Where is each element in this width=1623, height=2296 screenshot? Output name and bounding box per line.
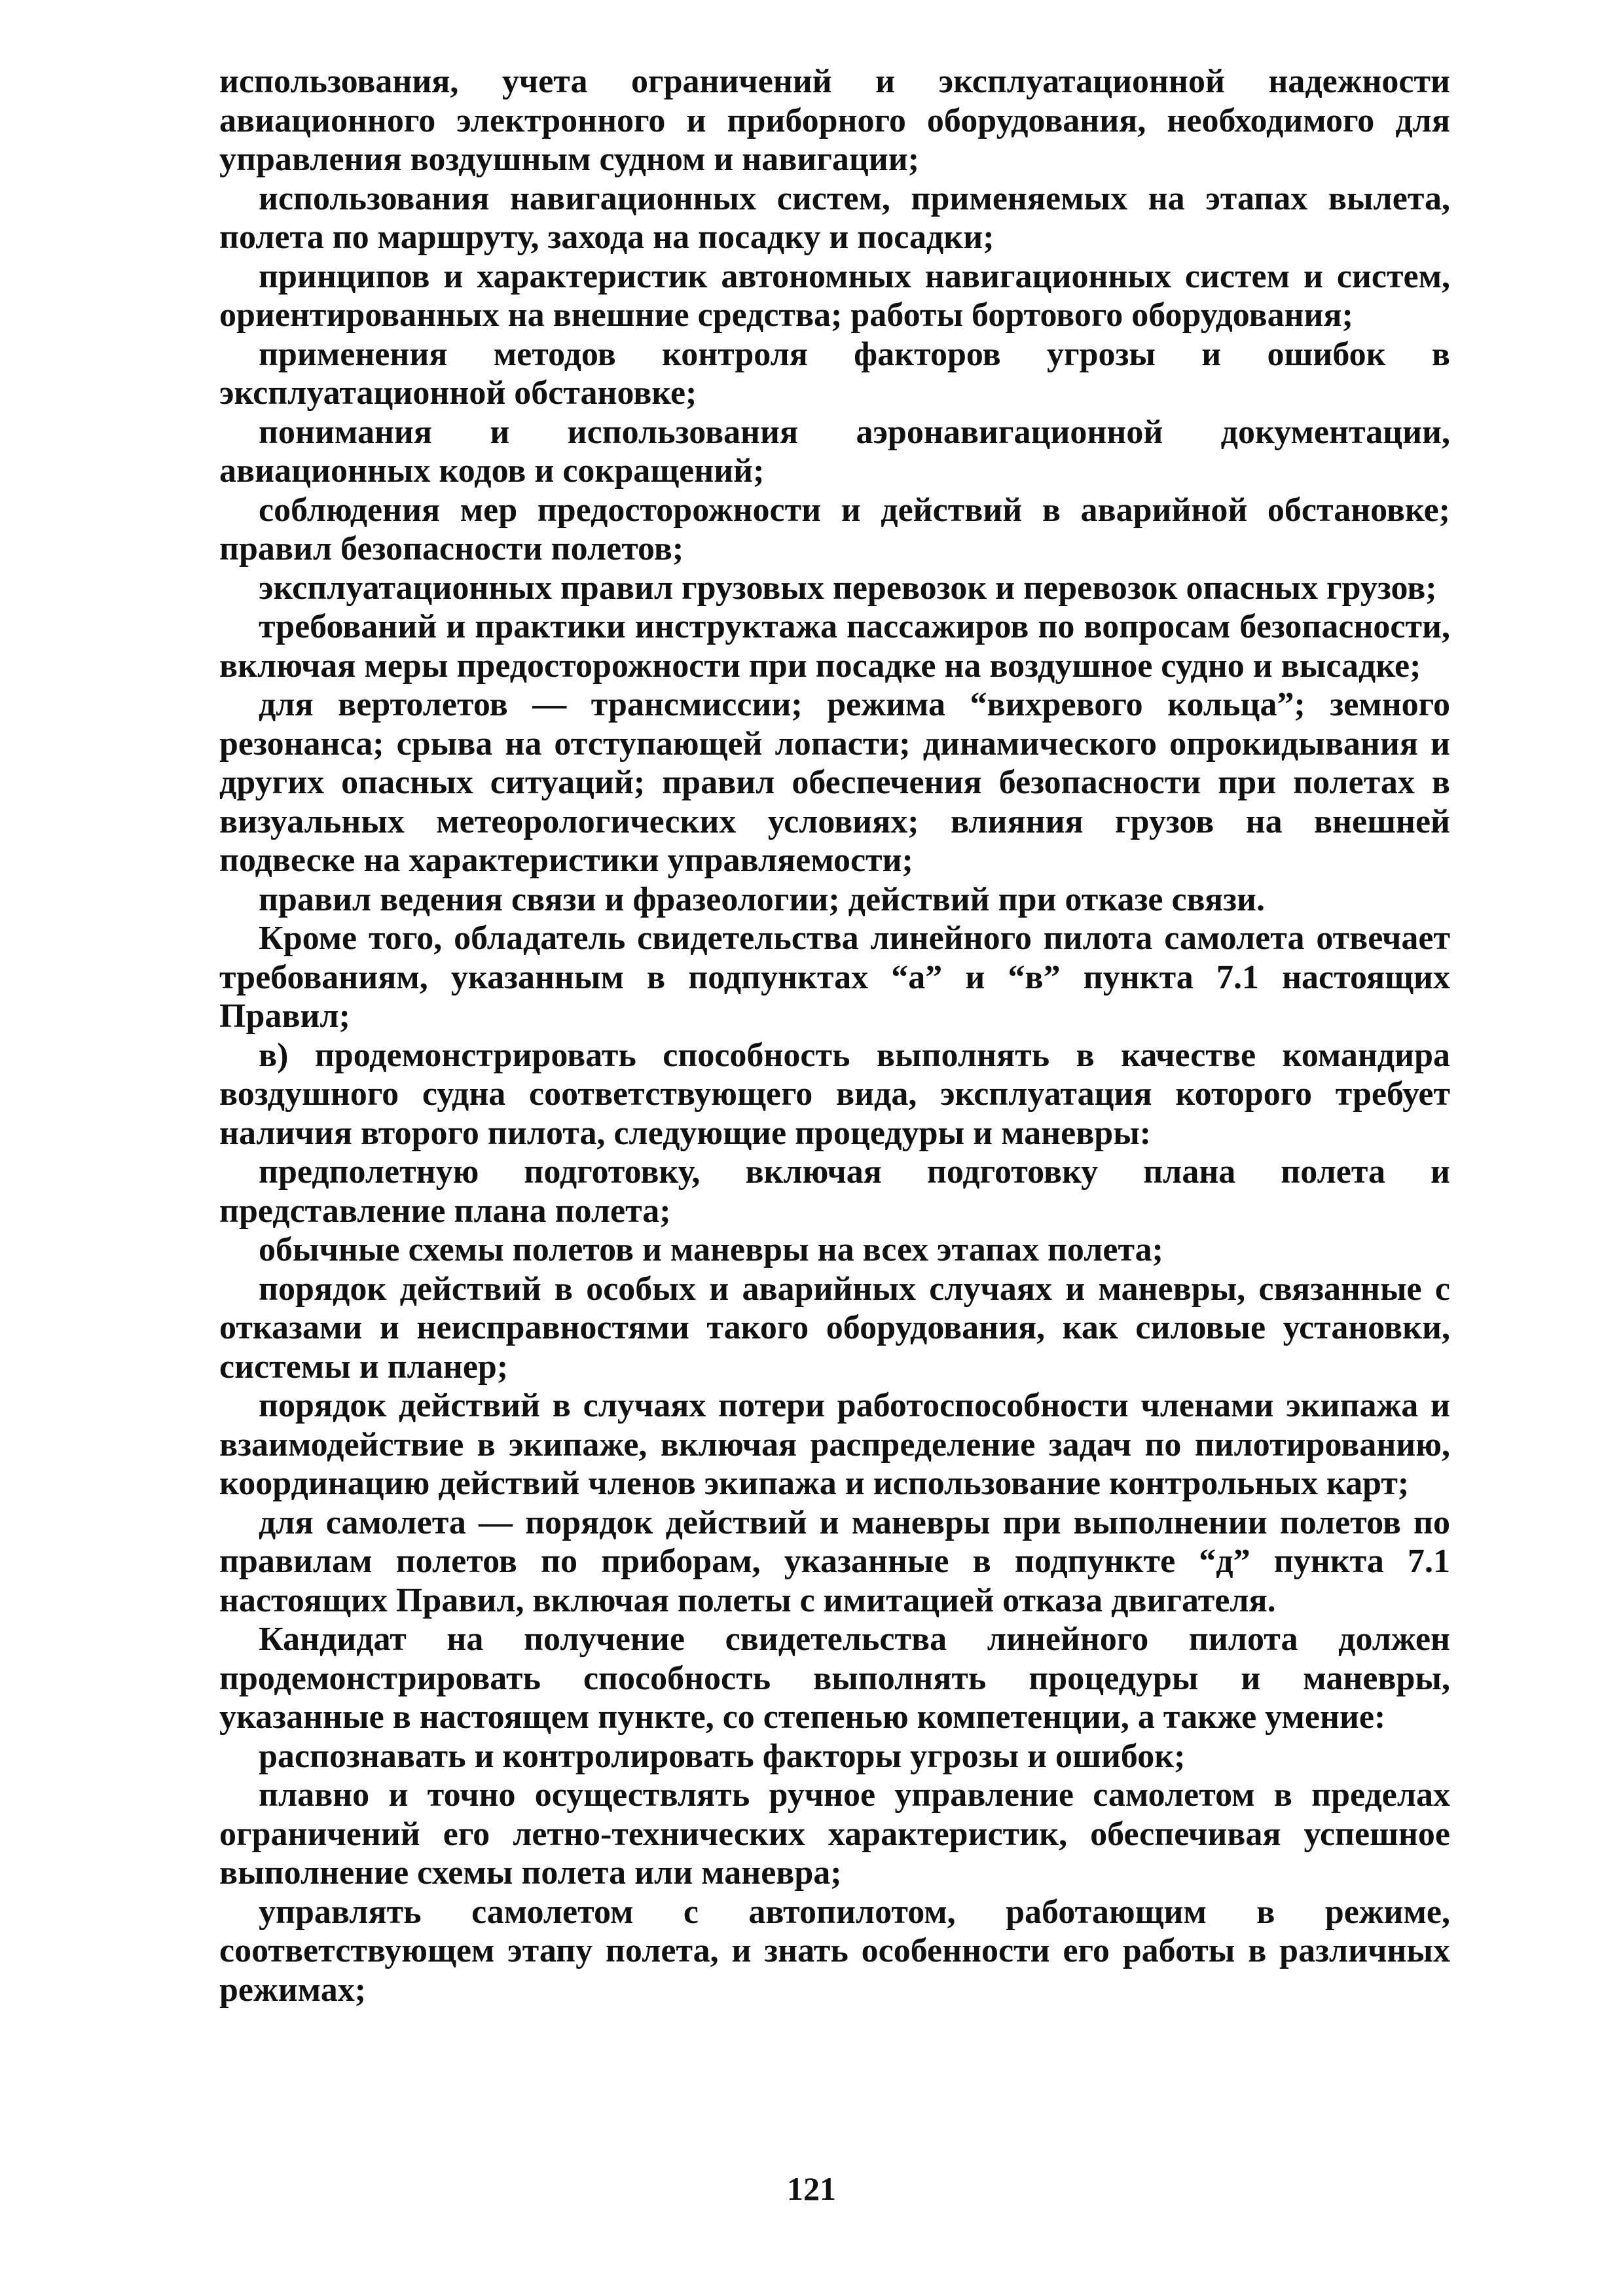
- paragraph-6: соблюдения мер предосторожности и действий в аварийной обстановке; правил безопасности полетов;: [219, 491, 1450, 567]
- paragraph-19: распознавать и контролировать факторы угрозы и ошибок;: [259, 1737, 1186, 1775]
- paragraph-12: в) продемонстрировать способность выполнять в качестве командира воздушного судна соответствующего вида, эксплуатация которого требует наличия второго пилота, следующие процедуры и маневры:: [219, 1036, 1450, 1152]
- paragraph-1: использования, учета ограничений и эксплуатационной надежности авиационного электронного и приборного оборудования, необходимого для управления воздушным судном и навигации;: [219, 63, 1450, 178]
- paragraph-8: требований и практики инструктажа пассажиров по вопросам безопасности, включая меры предосторожности при посадке на воздушное судно и высадке;: [219, 608, 1450, 685]
- paragraph-5: понимания и использования аэронавигационной документации, авиационных кодов и сокращений;: [219, 413, 1450, 490]
- paragraph-11: Кроме того, обладатель свидетельства линейного пилота самолета отвечает требованиям, указанным в подпунктах “а” и “в” пункта 7.1 настоящих Правил;: [219, 920, 1450, 1035]
- paragraph-17: для самолета — порядок действий и маневры при выполнении полетов по правилам полетов по приборам, указанные в подпункте “д” пункта 7.1 настоящих Правил, включая полеты с имитацией отказа двигателя.: [219, 1503, 1450, 1619]
- paragraph-15: порядок действий в особых и аварийных случаях и маневры, связанные с отказами и неисправностями такого оборудования, как силовые установки, системы и планер;: [219, 1270, 1450, 1386]
- paragraph-14: обычные схемы полетов и маневры на всех этапах полета;: [259, 1231, 1163, 1268]
- paragraph-21: управлять самолетом с автопилотом, работающим в режиме, соответствующем этапу полета, и знать особенности его работы в различных режимах;: [219, 1893, 1450, 2009]
- paragraph-4: применения методов контроля факторов угрозы и ошибок в эксплуатационной обстановке;: [219, 335, 1450, 412]
- paragraph-18: Кандидат на получение свидетельства линейного пилота должен продемонстрировать способность выполнять процедуры и маневры, указанные в настоящем пункте, со степенью компетенции, а также умение:: [219, 1621, 1450, 1736]
- paragraph-2: использования навигационных систем, применяемых на этапах вылета, полета по маршруту, захода на посадку и посадки;: [219, 179, 1450, 256]
- paragraph-13: предполетную подготовку, включая подготовку плана полета и представление плана полета;: [219, 1153, 1450, 1230]
- paragraph-7: эксплуатационных правил грузовых перевозок и перевозок опасных грузов;: [259, 569, 1437, 607]
- paragraph-3: принципов и характеристик автономных навигационных систем и систем, ориентированных на внешние средства; работы бортового оборудования;: [219, 257, 1450, 334]
- page-number: 121: [787, 2170, 836, 2207]
- paragraph-16: порядок действий в случаях потери работоспособности членами экипажа и взаимодействие в экипаже, включая распределение задач по пилотированию, координацию действий членов экипажа и использование контрольных карт;: [219, 1387, 1450, 1502]
- paragraph-9: для вертолетов — трансмиссии; режима “вихревого кольца”; земного резонанса; срыва на отступающей лопасти; динамического опрокидывания и других опасных ситуаций; правил обеспечения безопасности при полетах в визуальных метеорологических условиях; влияния грузов на внешней подвеске на характеристики управляемости;: [219, 686, 1450, 879]
- document-body: [219, 62, 1450, 2009]
- paragraph-20: плавно и точно осуществлять ручное управление самолетом в пределах ограничений его летно-технических характеристик, обеспечивая успешное выполнение схемы полета или маневра;: [219, 1776, 1450, 1892]
- paragraph-10: правил ведения связи и фразеологии; действий при отказе связи.: [259, 880, 1265, 918]
